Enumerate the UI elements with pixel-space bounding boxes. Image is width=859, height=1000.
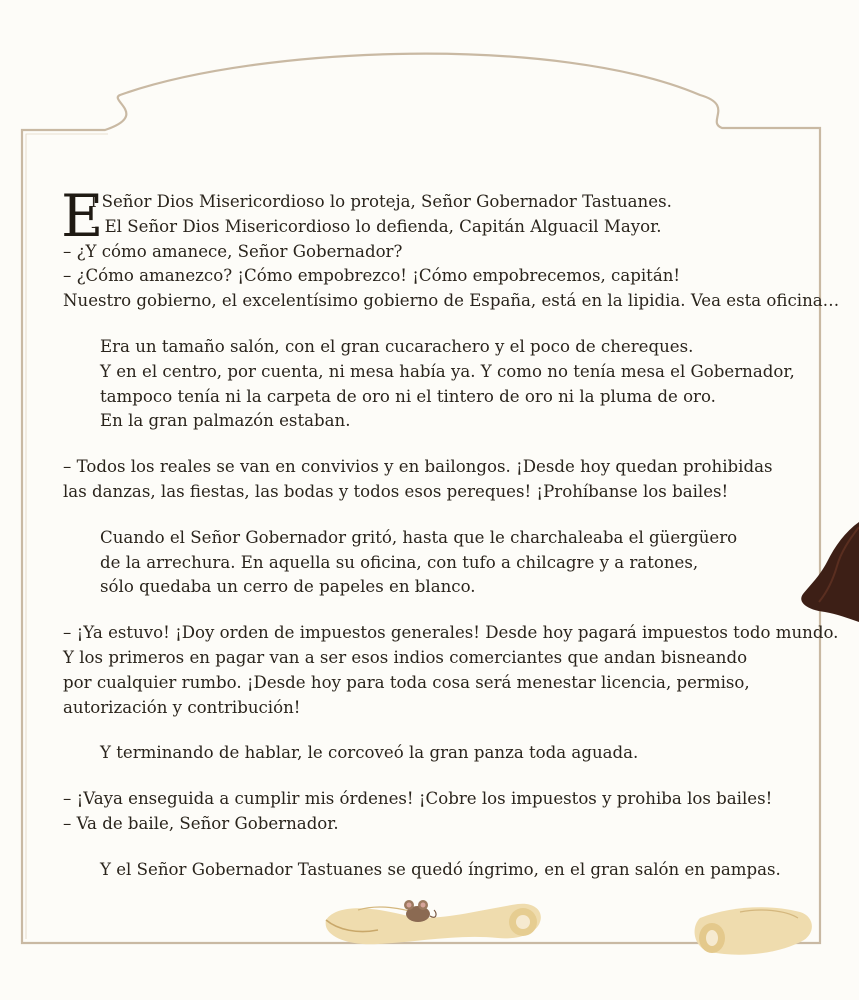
drop-cap: E [61,182,104,250]
text-line: – Va de baile, Señor Gobernador. [63,813,339,833]
paragraph-taxes [63,621,839,720]
text-line: Y en el centro, por cuenta, ni mesa había ya. Y como no tenía mesa el Gobernador, [100,361,795,381]
paragraph-ending [63,858,783,883]
text-line: Era un tamaño salón, con el gran cucarachero y el poco de chereques. [100,336,694,356]
text-line: tampoco tenía ni la carpeta de oro ni el tintero de oro ni la pluma de oro. [100,386,716,406]
text-line: – ¡Vaya enseguida a cumplir mis órdenes! ¡Cobre los impuestos y prohiba los bailes! [63,789,773,809]
text-line: En la gran palmazón estaban. [100,411,351,431]
text-line: Cuando el Señor Gobernador gritó, hasta que le charchaleaba el güergüero [100,527,738,547]
text-line: Y el Señor Gobernador Tastuanes se quedó íngrimo, en el gran salón en pampas. [100,859,781,879]
text-line: autorización y contribución! [63,697,301,717]
text-line: – ¿Y cómo amanece, Señor Gobernador? [63,241,403,261]
story-text [61,182,840,883]
text-line: l Señor Dios Misericordioso lo proteja, Señor Gobernador Tastuanes. [91,192,672,211]
paragraph-shout [63,526,783,600]
text-line: Y los primeros en pagar van a ser esos indios comerciantes que andan bisneando [63,647,748,667]
text-line: – El Señor Dios Misericordioso lo defienda, Capitán Alguacil Mayor. [91,216,662,236]
paragraph-salon [63,335,795,434]
text-line: por cualquier rumbo. ¡Desde hoy para toda cosa será menestar licencia, permiso, [63,672,750,692]
text-line: – ¿Cómo amanezco? ¡Cómo empobrezco! ¡Cómo empobrecemos, capitán! [63,266,681,286]
text-line: Y terminando de hablar, le corcoveó la gran panza toda aguada. [100,743,639,763]
text-line: de la arrechura. En aquella su oficina, con tufo a chilcagre y a ratones, [100,552,699,572]
dark-cloak-illustration [797,522,859,622]
paragraph-orders [63,787,783,837]
text-line: Nuestro gobierno, el excelentísimo gobierno de España, está en la lipidia. Vea esta oficina… [63,291,840,311]
paragraph-belly [63,741,783,766]
mouse-icon [398,896,438,924]
text-line: sólo quedaba un cerro de papeles en blanco. [100,577,476,597]
text-line: las danzas, las fiestas, las bodas y todos esos pereques! ¡Prohíbanse los bailes! [63,481,729,501]
text-line: – Todos los reales se van en convivios y en bailongos. ¡Desde hoy quedan prohibidas [63,457,773,477]
rolled-paper-scroll-illustration [690,898,820,963]
paragraph-prohibition [63,455,783,505]
opening-dialogue [61,182,840,314]
text-line: – ¡Ya estuvo! ¡Doy orden de impuestos generales! Desde hoy pagará impuestos todo mundo. [63,623,839,643]
